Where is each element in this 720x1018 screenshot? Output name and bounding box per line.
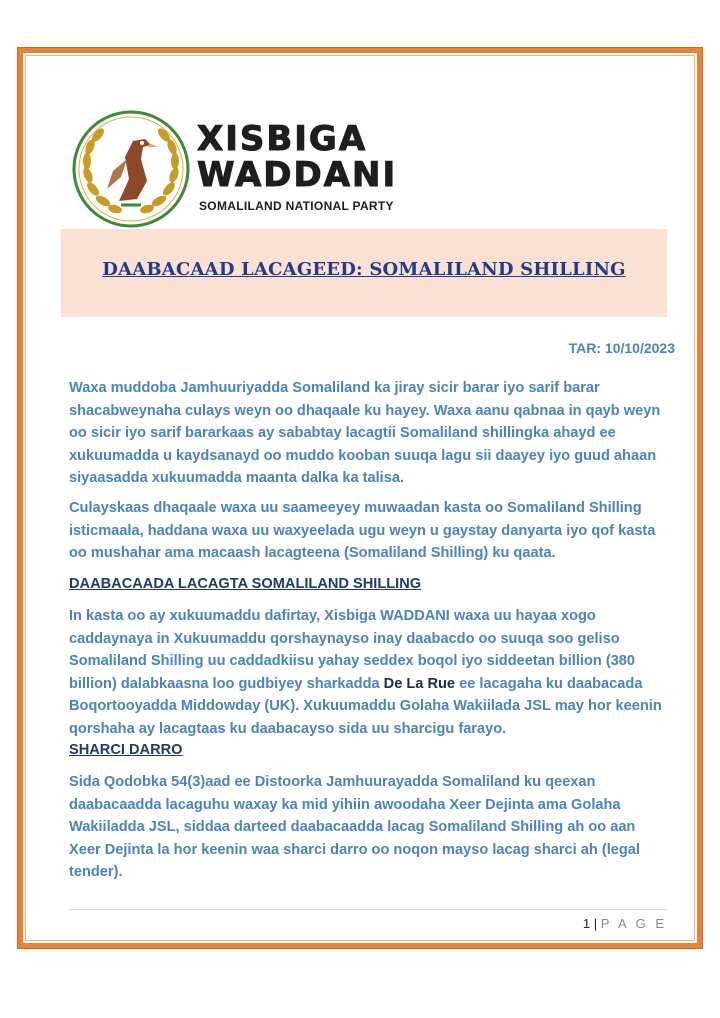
company-name-highlight: De La Rue [383, 675, 456, 692]
paragraph-intro: Waxa muddoba Jamhuuriyadda Somaliland ka jiray sicir barar iyo sarif barar shacabweynaha culays weyn oo dhaqaale ku hayey. Waxa aanu qabnaa in qayb weyn oo sicir iyo sarif bararkaas ay sababtay lacagtii Somaliland shillingka ahayd ee xukuumadda u kaydsanayd oo muddo kooban suuqa lagu sii daayey iyo guud ahaan siyaasadda xukuumadda maanta dalka ka talisa. [69, 380, 661, 486]
page-number-value: 1 [582, 916, 591, 931]
section-heading-printing: DAABACAADA LACAGTA SOMALILAND SHILLING [69, 576, 422, 592]
eagle-laurel-icon [71, 109, 191, 229]
paragraph-printing [69, 605, 669, 740]
paragraph-printing-part1: In kasta oo ay xukuumaddu dafirtay, Xisbiga WADDANI waxa uu hayaa xogo caddaynaya in Xukuumaddu qorshaynayso inay daabacdo oo suuqa soo geliso Somaliland Shilling uu caddadkiisu yahay seddex boqol iyo siddeetan billion (380 billion) dalabkaasna loo gudbiyey sharkadda [69, 608, 636, 692]
page-label: P A G E [600, 916, 667, 931]
section-heading-illegal: SHARCI DARRO [69, 742, 183, 758]
document-title: DAABACAAD LACAGEED: SOMALILAND SHILLING [102, 259, 626, 280]
party-logo [71, 109, 411, 229]
brand-name-line1: XISBIGA [197, 119, 368, 159]
title-band [61, 229, 667, 317]
brand-name-line2: WADDANI [197, 155, 398, 195]
paragraph-impact: Culayskaas dhaqaale waxa uu saameeyey muwaadan kasta oo Somaliland Shilling isticmaala, haddana waxa uu waxyeelada ugu weyn u gaystay danyarta iyo qof kasta oo mushahar ama macaash lacagteena (Somaliland Shilling) ku qaata. [69, 500, 656, 561]
page-frame [18, 48, 702, 948]
document-date: TAR: 10/10/2023 [568, 340, 675, 356]
footer-divider [69, 909, 667, 910]
page-number-separator: | [590, 916, 601, 931]
page-number [583, 916, 667, 931]
brand-subtitle: SOMALILAND NATIONAL PARTY [199, 199, 394, 213]
paragraph-legal: Sida Qodobka 54(3)aad ee Distoorka Jamhuurayadda Somaliland ku qeexan daabacaadda lacaguhu waxay ka mid yihiin awoodaha Xeer Dejinta ama Golaha Wakiiladda JSL, siddaa darteed daabacaadda lacag Somaliland Shilling ah oo aan Xeer Dejinta la hor keenin waa sharci darro oo noqon mayso lacag sharci ah (legal tender). [69, 774, 640, 880]
paragraph-printing-part2: ee lacagaha ku daabacada Boqortooyadda Middowday (UK). Xukuumaddu Golaha Wakiilada JSL may hor keenin qorshaha ay lacagtaas ku daabacayso sida uu sharcigu farayo. [69, 675, 662, 737]
